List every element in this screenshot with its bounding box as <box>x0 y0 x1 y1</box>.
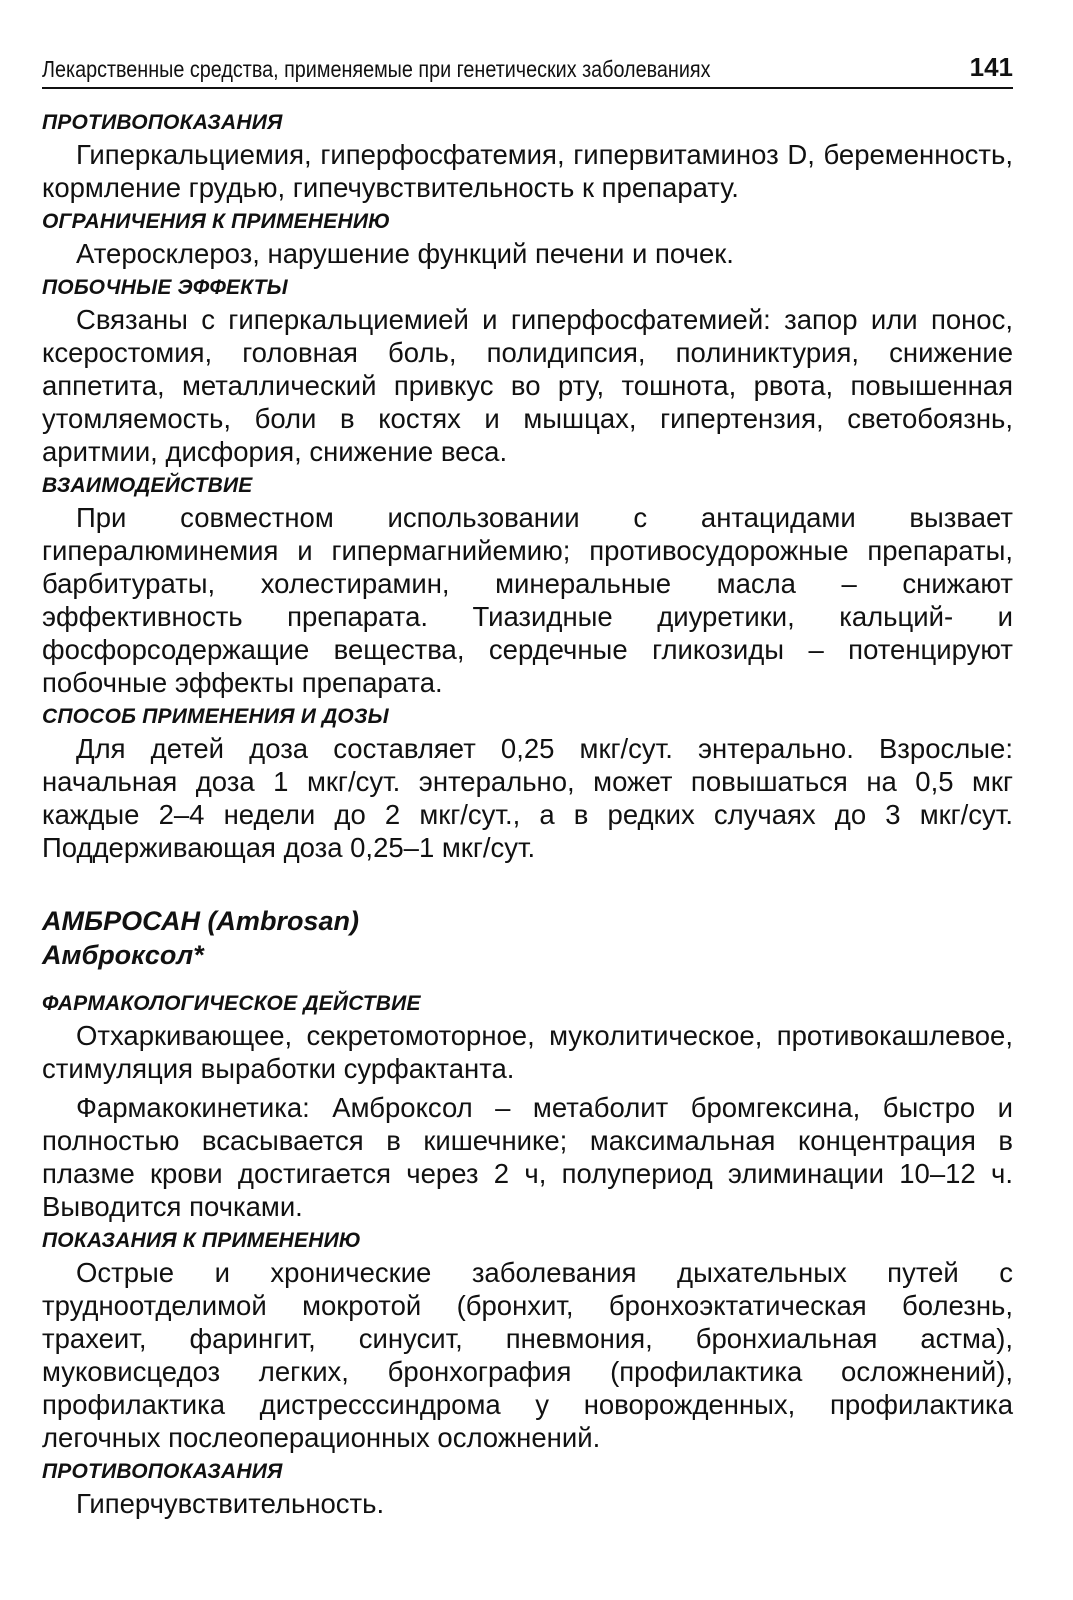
section-text: При совместном использовании с антацидами вызвает гипералюминемия и гипермагнийемию; противосудорожные препараты, барбитураты, холестирамин, минеральные масла – снижают эффективность препарата. Тиазидные диуретики, кальций- и фосфорсодержащие вещества, сердечные гликозиды – потенцируют побочные эффекты препарата. <box>42 502 1013 698</box>
section-heading: ОГРАНИЧЕНИЯ К ПРИМЕНЕНИЮ <box>42 210 391 233</box>
section-heading: ФАРМАКОЛОГИЧЕСКОЕ ДЕЙСТВИЕ <box>42 992 421 1015</box>
section-limitations <box>42 210 1013 270</box>
section-text: Для детей доза составляет 0,25 мкг/сут. энтерально. Взрослые: начальная доза 1 мкг/сут. энтерально, может повышаться на 0,5 мкг каждые 2–4 недели до 2 мкг/сут., а в редких случаях до 3 мкг/сут. Поддерживающая доза 0,25–1 мкг/сут. <box>42 733 1013 863</box>
section-heading: ВЗАИМОДЕЙСТВИЕ <box>42 474 253 497</box>
section-side-effects <box>42 276 1013 468</box>
section-text: Острые и хронические заболевания дыхательных путей с трудноотделимой мокротой (бронхит, бронхоэктатическая болезнь, трахеит, фарингит, синусит, пневмония, бронхиальная астма), муковисцедоз легких, бронхография (профилактика осложнений), профилактика дистресссиндрома у новорожденных, профилактика легочных послеоперационных осложнений. <box>42 1257 1013 1453</box>
section-text: Связаны с гиперкальциемией и гиперфосфатемией: запор или понос, ксеростомия, головная боль, полидипсия, полиниктурия, снижение аппетита, металлический привкус во рту, тошнота, рвота, повышенная утомляемость, боли в костях и мышцах, гипертензия, светобоязнь, аритмии, дисфория, снижение веса. <box>42 304 1013 467</box>
running-header <box>42 52 1013 89</box>
section-interactions <box>42 474 1013 699</box>
section-text: Гиперкальциемия, гиперфосфатемия, гипервитаминоз D, беременность, кормление грудью, гипечувствительность к препарату. <box>42 139 1013 203</box>
section-heading: ПОБОЧНЫЕ ЭФФЕКТЫ <box>42 276 288 299</box>
section-dosage <box>42 705 1013 864</box>
section-indications <box>42 1229 1013 1454</box>
section-heading: ПОКАЗАНИЯ К ПРИМЕНЕНИЮ <box>42 1229 361 1252</box>
section-heading: СПОСОБ ПРИМЕНЕНИЯ И ДОЗЫ <box>42 705 389 728</box>
section-text: Фармакокинетика: Амброксол – метаболит бромгексина, быстро и полностью всасывается в кишечнике; максимальная концентрация в плазме крови достигается через 2 ч, полупериод элиминации 10–12 ч. Выводится почками. <box>42 1092 1013 1222</box>
section-pharmacology <box>42 992 1013 1223</box>
page-number: 141 <box>969 52 1013 82</box>
drug-generic-name: Амброксол* <box>42 940 204 970</box>
section-contraindications <box>42 111 1013 204</box>
section-heading: ПРОТИВОПОКАЗАНИЯ <box>42 111 283 134</box>
section-contraindications-2 <box>42 1460 1013 1520</box>
drug-title: АМБРОСАН (Ambrosan) <box>42 906 359 936</box>
section-heading: ПРОТИВОПОКАЗАНИЯ <box>42 1460 283 1483</box>
section-text: Гиперчувствительность. <box>76 1488 385 1519</box>
section-text: Отхаркивающее, секретомоторное, муколитическое, противокашлевое, стимуляция выработки сурфактанта. <box>42 1020 1013 1084</box>
section-text: Атеросклероз, нарушение функций печени и почек. <box>76 238 734 269</box>
running-title: Лекарственные средства, применяемые при генетических заболеваниях <box>42 56 711 82</box>
